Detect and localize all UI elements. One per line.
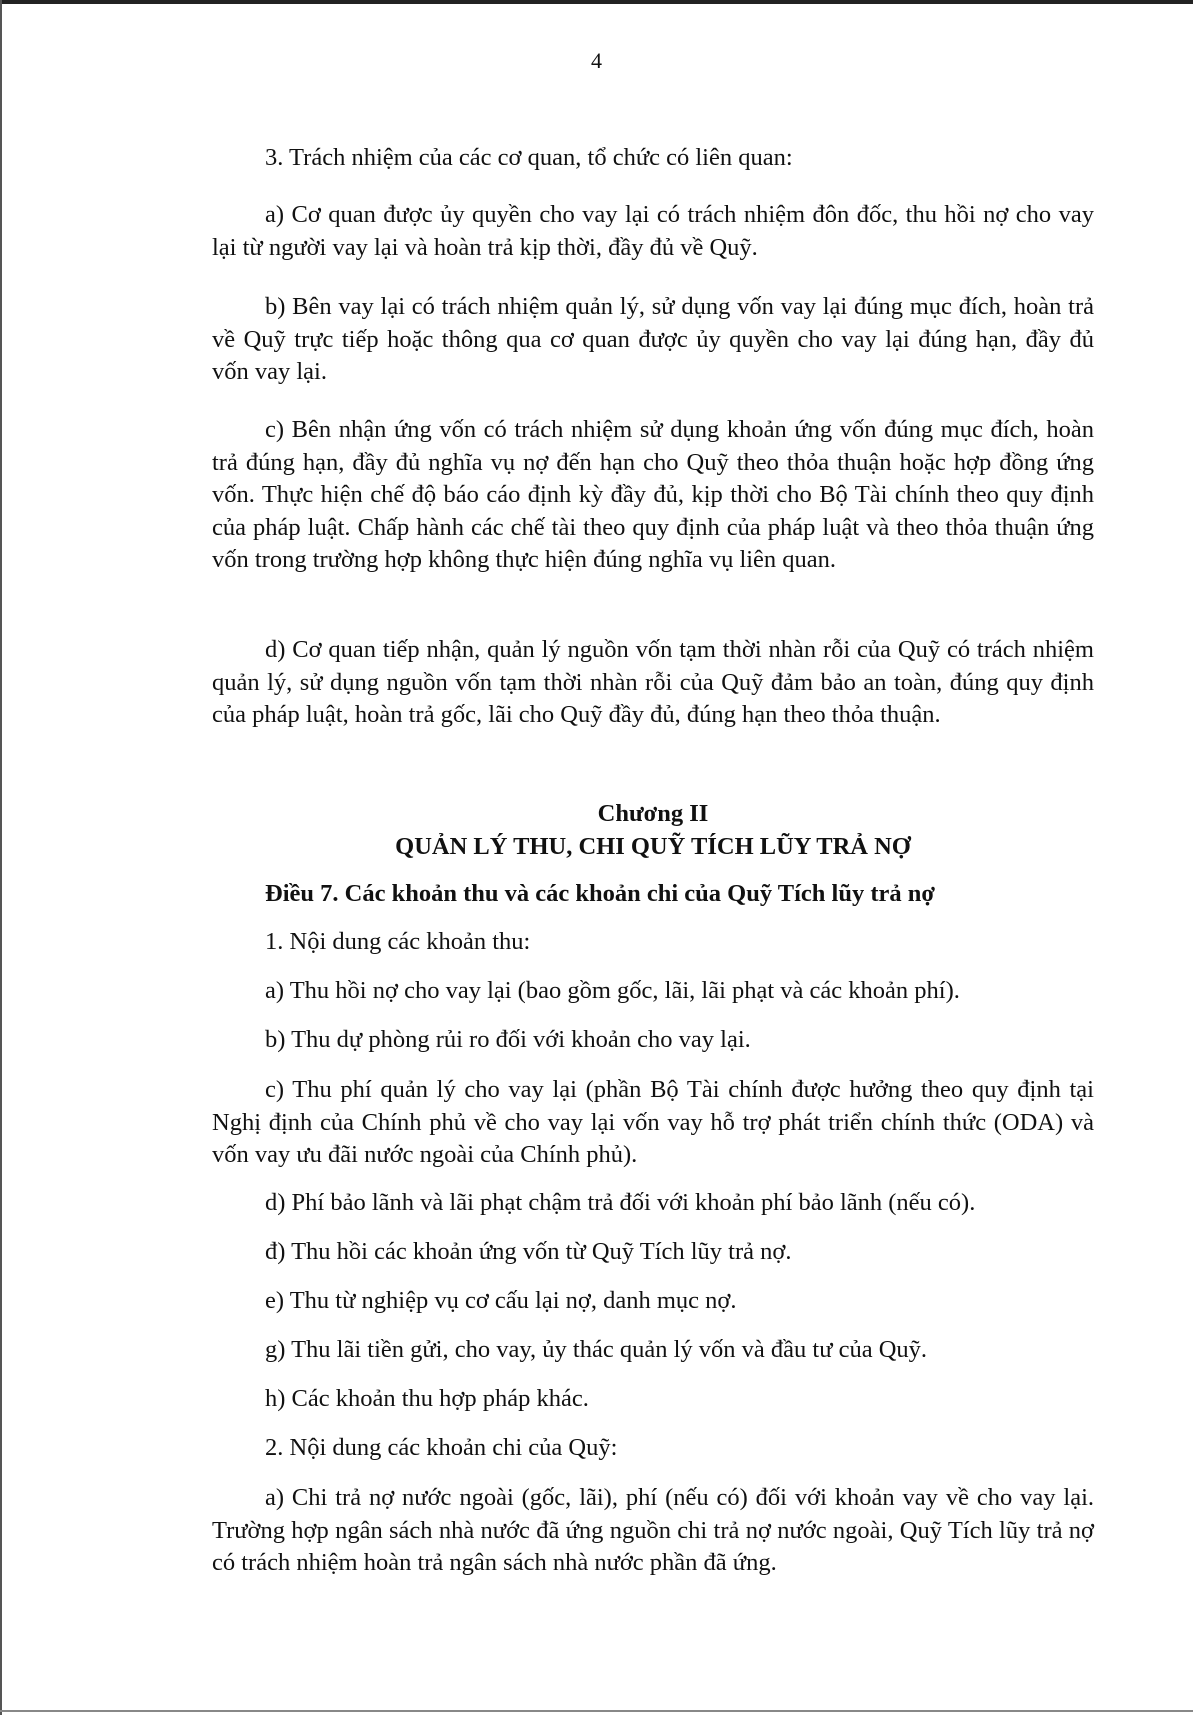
paragraph: g) Thu lãi tiền gửi, cho vay, ủy thác quản lý vốn và đầu tư của Quỹ. — [265, 1336, 928, 1363]
section-3-item-c — [212, 414, 1094, 577]
paragraph: 2. Nội dung các khoản chi của Quỹ: — [265, 1434, 618, 1461]
paragraph: e) Thu từ nghiệp vụ cơ cấu lại nợ, danh mục nợ. — [265, 1287, 737, 1314]
expense-item-a — [212, 1482, 1094, 1580]
paragraph: a) Thu hồi nợ cho vay lại (bao gồm gốc, lãi, lãi phạt và các khoản phí). — [265, 977, 960, 1004]
paragraph: d) Cơ quan tiếp nhận, quản lý nguồn vốn tạm thời nhàn rỗi của Quỹ có trách nhiệm quản lý, sử dụng nguồn vốn tạm thời nhàn rỗi của Quỹ đảm bảo an toàn, đúng quy định của pháp luật, hoàn trả gốc, lãi cho Quỹ đầy đủ, đúng hạn theo thỏa thuận. — [212, 636, 1094, 728]
scan-top-border — [0, 0, 1193, 4]
section-3-item-b — [212, 291, 1094, 389]
paragraph: d) Phí bảo lãnh và lãi phạt chậm trả đối với khoản phí bảo lãnh (nếu có). — [265, 1189, 976, 1216]
revenue-heading — [212, 926, 1094, 959]
article-7-heading — [212, 878, 1094, 911]
paragraph: đ) Thu hồi các khoản ứng vốn từ Quỹ Tích lũy trả nợ. — [265, 1238, 792, 1265]
revenue-item-h — [212, 1383, 1094, 1416]
scan-left-border — [0, 0, 2, 1715]
chapter-title: QUẢN LÝ THU, CHI QUỸ TÍCH LŨY TRẢ NỢ — [395, 832, 911, 860]
page-number: 4 — [591, 48, 602, 73]
paragraph: b) Thu dự phòng rủi ro đối với khoản cho vay lại. — [265, 1026, 751, 1053]
paragraph: c) Bên nhận ứng vốn có trách nhiệm sử dụng khoản ứng vốn đúng mục đích, hoàn trả đúng hạn, đầy đủ nghĩa vụ nợ đến hạn cho Quỹ theo thỏa thuận hoặc hợp đồng ứng vốn. Thực hiện chế độ báo cáo định kỳ đầy đủ, kịp thời cho Bộ Tài chính theo quy định của pháp luật. Chấp hành các chế tài theo quy định của pháp luật và theo thỏa thuận ứng vốn trong trường hợp không thực hiện đúng nghĩa vụ liên quan. — [212, 416, 1094, 573]
paragraph: 3. Trách nhiệm của các cơ quan, tổ chức có liên quan: — [265, 144, 793, 171]
revenue-item-d — [212, 1187, 1094, 1220]
paragraph: 1. Nội dung các khoản thu: — [265, 928, 531, 955]
chapter-heading — [212, 798, 1094, 863]
chapter-number: Chương II — [597, 800, 709, 827]
section-3-item-a — [212, 199, 1094, 264]
paragraph: a) Chi trả nợ nước ngoài (gốc, lãi), phí (nếu có) đối với khoản vay về cho vay lại. Trường hợp ngân sách nhà nước đã ứng nguồn chi trả nợ nước ngoài, Quỹ Tích lũy trả nợ có trách nhiệm hoàn trả ngân sách nhà nước phần đã ứng. — [212, 1484, 1094, 1576]
paragraph: h) Các khoản thu hợp pháp khác. — [265, 1385, 589, 1412]
revenue-item-a — [212, 975, 1094, 1008]
revenue-item-dd — [212, 1236, 1094, 1269]
paragraph: b) Bên vay lại có trách nhiệm quản lý, sử dụng vốn vay lại đúng mục đích, hoàn trả về Quỹ trực tiếp hoặc thông qua cơ quan được ủy quyền cho vay lại đúng hạn, đầy đủ vốn vay lại. — [212, 293, 1094, 385]
revenue-item-b — [212, 1024, 1094, 1057]
article-title: Điều 7. Các khoản thu và các khoản chi của Quỹ Tích lũy trả nợ — [265, 880, 935, 907]
section-3-item-d — [212, 634, 1094, 732]
paragraph: c) Thu phí quản lý cho vay lại (phần Bộ Tài chính được hưởng theo quy định tại Nghị định của Chính phủ về cho vay lại vốn vay hỗ trợ phát triển chính thức (ODA) và vốn vay ưu đãi nước ngoài của Chính phủ). — [212, 1076, 1094, 1168]
section-3-heading — [212, 142, 1094, 175]
scan-bottom-border — [0, 1710, 1193, 1712]
paragraph: a) Cơ quan được ủy quyền cho vay lại có trách nhiệm đôn đốc, thu hồi nợ cho vay lại từ người vay lại và hoàn trả kịp thời, đầy đủ về Quỹ. — [212, 201, 1094, 261]
revenue-item-g — [212, 1334, 1094, 1367]
revenue-item-e — [212, 1285, 1094, 1318]
expense-heading — [212, 1432, 1094, 1465]
revenue-item-c — [212, 1074, 1094, 1172]
